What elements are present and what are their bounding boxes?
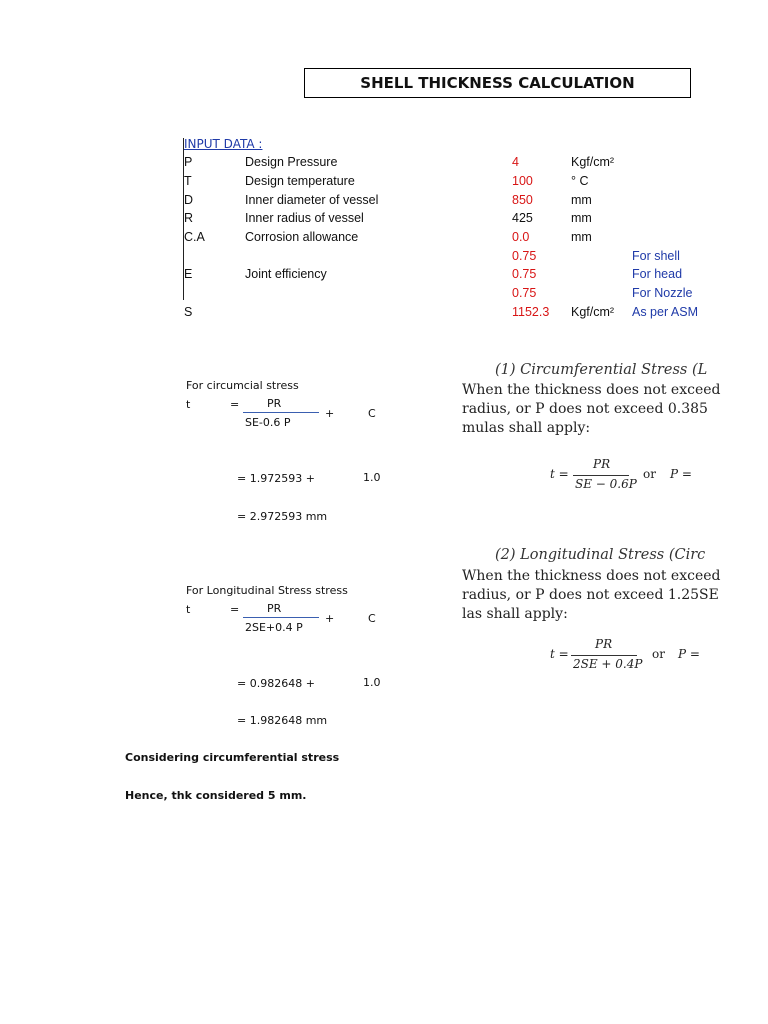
input-description: Joint efficiency [245,267,327,281]
input-symbol: P [184,155,193,169]
long-ca-value: 1.0 [363,676,381,689]
input-description: Corrosion allowance [245,230,359,244]
input-note: For Nozzle [632,286,693,300]
input-value: 0.75 [512,267,537,281]
ref2-text-line3: las shall apply: [462,606,568,622]
input-unit: ° C [571,174,589,188]
conclusion-line1: Considering circumferential stress [125,751,340,764]
input-unit: mm [571,230,592,244]
circ-result-line1: = 1.972593 + [237,472,315,485]
input-data-heading: INPUT DATA : [184,137,263,151]
input-note: For head [632,267,683,281]
ref2-text-line2: radius, or P does not exceed 1.25SE [462,587,719,603]
long-fraction-line [243,617,319,618]
input-note: For shell [632,249,680,263]
ref1-heading: (1) Circumferential Stress (L [495,362,708,378]
circ-ca-value: 1.0 [363,471,381,484]
long-numerator: PR [267,602,282,615]
input-description: Inner diameter of vessel [245,193,379,207]
conclusion-line2: Hence, thk considered 5 mm. [125,789,307,802]
input-description: Design temperature [245,174,355,188]
input-description: Design Pressure [245,155,338,169]
circ-heading: For circumcial stress [186,379,299,392]
input-note: As per ASM [632,305,698,319]
ref2-heading: (2) Longitudinal Stress (Circ [495,547,706,563]
long-result-line1: = 0.982648 + [237,677,315,690]
ref1-or: or [643,467,656,481]
circ-denominator: SE-0.6 P [245,416,291,429]
long-t-symbol: t [186,603,191,616]
input-value: 1152.3 [512,305,550,319]
circ-t-symbol: t [186,398,191,411]
long-denominator: 2SE+0.4 P [245,621,303,634]
ref1-denominator: SE − 0.6P [575,477,637,491]
circ-plus: + [325,407,335,420]
input-unit: Kgf/cm² [571,155,615,169]
ref1-rhs: P = [670,467,692,481]
reference-longitudinal [462,545,721,680]
ref2-denominator: 2SE + 0.4P [573,657,643,671]
circ-result-line2: = 2.972593 mm [237,510,328,523]
input-description: Inner radius of vessel [245,211,364,225]
long-heading: For Longitudinal Stress stress [186,584,348,597]
ref2-fraction-line [571,655,637,656]
circ-fraction-line [243,412,319,413]
ref2-text-line1: When the thickness does not exceed [462,568,721,584]
ref2-numerator: PR [595,637,613,651]
input-value: 0.75 [512,286,537,300]
ref1-fraction-line [573,475,629,476]
long-c-symbol: C [368,612,376,625]
input-value: 0.75 [512,249,537,263]
circ-numerator: PR [267,397,282,410]
ref1-text-line1: When the thickness does not exceed [462,382,721,398]
input-value: 0.0 [512,230,530,244]
input-value: 4 [512,155,519,169]
long-plus: + [325,612,335,625]
input-unit: Kgf/cm² [571,305,615,319]
circ-c-symbol: C [368,407,376,420]
input-symbol: D [184,193,194,207]
page-title: SHELL THICKNESS CALCULATION [304,68,691,98]
ref1-lhs: t = [550,467,569,481]
input-unit: mm [571,193,592,207]
input-value: 100 [512,174,533,188]
long-result-line2: = 1.982648 mm [237,714,328,727]
ref2-or: or [652,647,665,661]
input-symbol: T [184,174,192,188]
ref1-text-line3: mulas shall apply: [462,420,591,436]
input-value: 425 [512,211,533,225]
input-value: 850 [512,193,533,207]
reference-circumferential [462,360,721,510]
ref2-lhs: t = [550,647,569,661]
input-symbol: E [184,267,193,281]
long-equals: = [230,603,240,616]
input-symbol: C.A [184,230,205,244]
circ-equals: = [230,398,240,411]
ref1-numerator: PR [593,457,611,471]
input-symbol: S [184,305,193,319]
ref2-rhs: P = [678,647,700,661]
ref1-text-line2: radius, or P does not exceed 0.385 [462,401,708,417]
input-unit: mm [571,211,592,225]
input-symbol: R [184,211,194,225]
